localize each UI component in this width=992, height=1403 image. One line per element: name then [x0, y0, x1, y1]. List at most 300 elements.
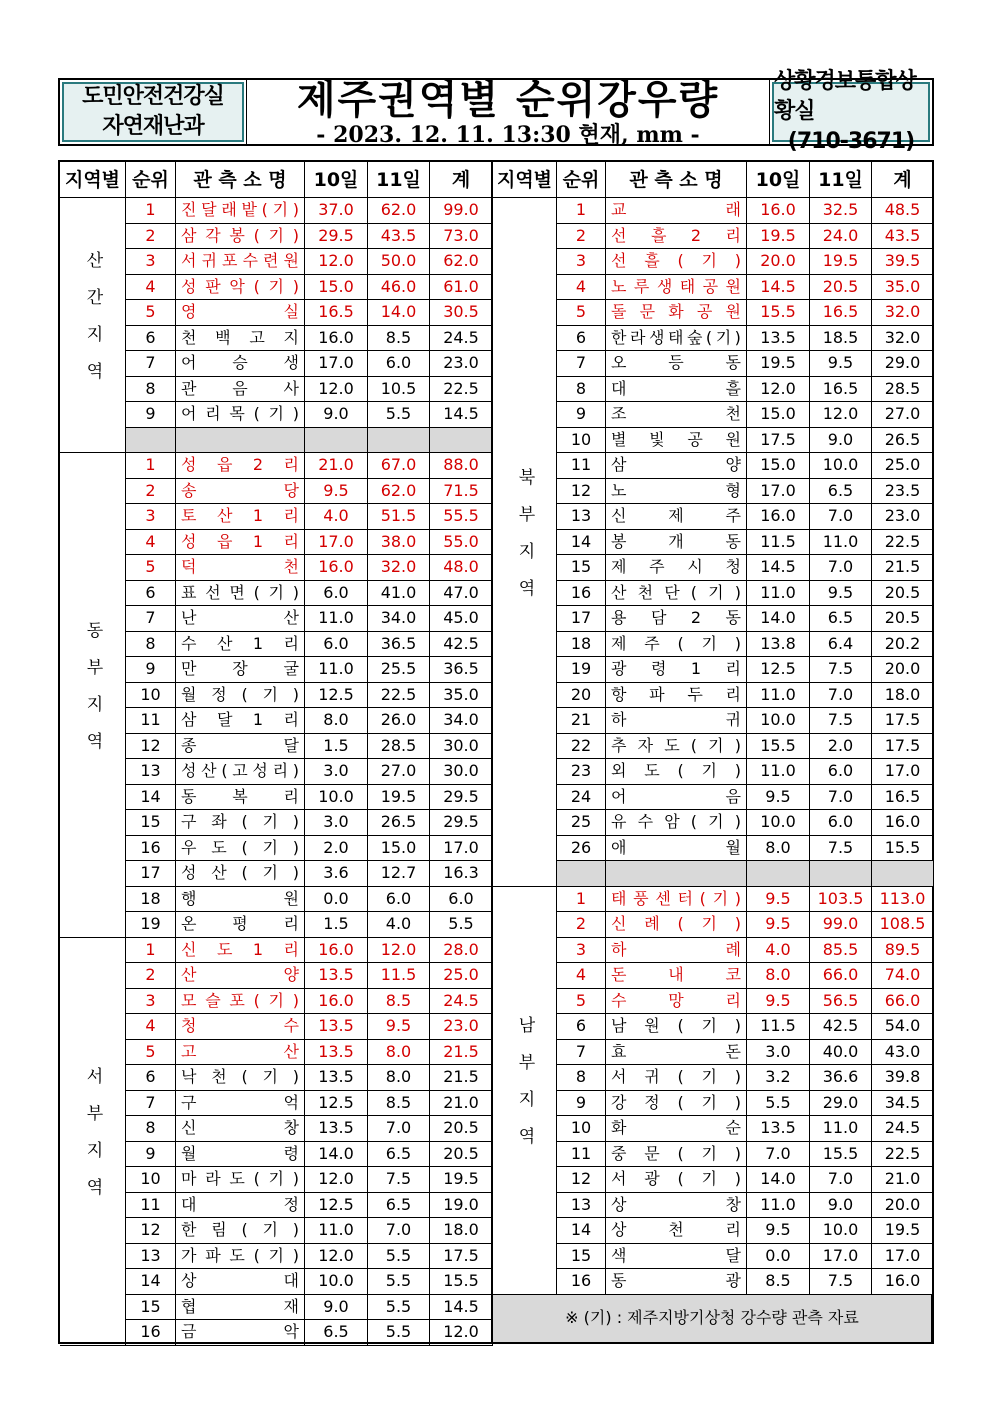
rain-total: 35.0 [430, 683, 493, 709]
station-name [176, 912, 305, 938]
column-header: 11일 [368, 162, 430, 198]
station-name [606, 1091, 747, 1117]
rain-day10: 7.0 [747, 1142, 810, 1168]
rain-day10: 14.5 [747, 275, 810, 301]
rain-day10: 6.0 [305, 632, 368, 658]
rain-day10: 8.0 [747, 836, 810, 862]
station-name [606, 198, 747, 224]
station-name [176, 708, 305, 734]
station-name [176, 657, 305, 683]
station-name [176, 326, 305, 352]
station-name [606, 1244, 747, 1270]
rain-total: 47.0 [430, 581, 493, 607]
rain-total: 48.0 [430, 555, 493, 581]
station-name-text: 송 당 [181, 480, 299, 500]
station-name-text: 청 수 [181, 1016, 299, 1036]
station-name [606, 938, 747, 964]
station-name [606, 1040, 747, 1066]
rain-total: 19.5 [872, 1218, 934, 1244]
station-name [176, 785, 305, 811]
filler-cell [305, 428, 368, 454]
rain-day10: 14.5 [747, 555, 810, 581]
rain-day11: 32.5 [810, 198, 872, 224]
rank-cell: 3 [557, 249, 606, 275]
rain-day11: 9.5 [810, 351, 872, 377]
rank-cell: 4 [126, 275, 176, 301]
station-name [606, 326, 747, 352]
rain-day11: 7.5 [810, 1269, 872, 1295]
rain-total: 21.5 [872, 555, 934, 581]
station-name-text: 모 슬 포 ( 기 ) [181, 990, 299, 1010]
rain-day11: 36.6 [810, 1065, 872, 1091]
filler-cell [368, 428, 430, 454]
rank-cell: 8 [126, 1116, 176, 1142]
column-header: 계 [430, 162, 493, 198]
rain-day11: 12.0 [810, 402, 872, 428]
rain-day11: 66.0 [810, 963, 872, 989]
rank-cell: 16 [126, 836, 176, 862]
rain-day10: 9.5 [747, 785, 810, 811]
station-name-text: 삼 양 [611, 455, 741, 475]
rank-cell: 1 [126, 938, 176, 964]
rain-day10: 14.0 [747, 606, 810, 632]
station-name [176, 989, 305, 1015]
rain-total: 5.5 [430, 912, 493, 938]
station-name [606, 1014, 747, 1040]
station-name [176, 581, 305, 607]
rank-cell: 15 [557, 1244, 606, 1270]
center-divider [491, 162, 493, 1342]
rain-day10: 1.5 [305, 912, 368, 938]
station-name [606, 632, 747, 658]
rank-cell: 2 [126, 224, 176, 250]
rain-day11: 12.0 [368, 938, 430, 964]
filler-cell [810, 861, 872, 887]
rain-day11: 14.0 [368, 300, 430, 326]
station-name-text: 광 령 1 리 [611, 659, 741, 679]
station-name [176, 938, 305, 964]
rain-total: 18.0 [430, 1218, 493, 1244]
station-name-text: 마 라 도 ( 기 ) [181, 1169, 299, 1189]
rain-day10: 10.0 [747, 708, 810, 734]
rank-cell: 3 [557, 938, 606, 964]
rain-day10: 11.0 [747, 581, 810, 607]
rain-total: 30.5 [430, 300, 493, 326]
rank-cell: 3 [126, 249, 176, 275]
station-name-text: 대 흘 [611, 378, 741, 398]
rain-day10: 5.5 [747, 1091, 810, 1117]
rain-day10: 15.5 [747, 734, 810, 760]
rain-day11: 8.0 [368, 1065, 430, 1091]
station-name [176, 836, 305, 862]
rain-total: 55.0 [430, 530, 493, 556]
station-name-text: 서 귀 ( 기 ) [611, 1067, 741, 1087]
rank-cell: 9 [557, 1091, 606, 1117]
department-box [62, 82, 244, 142]
station-name [176, 1295, 305, 1321]
rain-day10: 4.0 [747, 938, 810, 964]
rain-day10: 17.0 [747, 479, 810, 505]
station-name-text: 제 주 ( 기 ) [611, 633, 741, 653]
rain-day11: 19.5 [368, 785, 430, 811]
rain-day10: 16.0 [747, 198, 810, 224]
rain-day11: 28.5 [368, 734, 430, 760]
rain-day11: 12.7 [368, 861, 430, 887]
rain-day11: 4.0 [368, 912, 430, 938]
rain-total: 21.5 [430, 1040, 493, 1066]
station-name-text: 하 례 [611, 939, 741, 959]
region-name: 남부지역 [514, 1016, 535, 1164]
rain-day11: 7.0 [368, 1116, 430, 1142]
rain-day11: 22.5 [368, 683, 430, 709]
station-name [176, 734, 305, 760]
rank-cell: 12 [126, 1218, 176, 1244]
rank-cell: 5 [557, 989, 606, 1015]
rain-day10: 15.0 [747, 453, 810, 479]
rain-day10: 11.0 [747, 759, 810, 785]
rain-day11: 11.0 [810, 530, 872, 556]
contact-office: 상황경보통합상황실 [774, 69, 916, 124]
rank-cell: 10 [557, 428, 606, 454]
rain-day10: 13.8 [747, 632, 810, 658]
rain-day10: 37.0 [305, 198, 368, 224]
station-name [606, 1218, 747, 1244]
station-name [176, 683, 305, 709]
station-name [606, 402, 747, 428]
station-name [176, 377, 305, 403]
station-name-text: 수 산 1 리 [181, 633, 299, 653]
station-name-text: 오 등 동 [611, 353, 741, 373]
rank-cell: 9 [557, 402, 606, 428]
rain-day11: 7.5 [810, 708, 872, 734]
rain-day10: 12.0 [305, 1167, 368, 1193]
rain-total: 45.0 [430, 606, 493, 632]
rank-cell: 20 [557, 683, 606, 709]
station-name [606, 734, 747, 760]
rank-cell: 26 [557, 836, 606, 862]
rain-total: 17.5 [430, 1244, 493, 1270]
header-banner [58, 69, 934, 154]
column-header: 순위 [557, 162, 606, 198]
rain-day10: 11.0 [747, 683, 810, 709]
rain-day10: 2.0 [305, 836, 368, 862]
rank-cell: 19 [126, 912, 176, 938]
station-name-text: 서 귀 포 수 련 원 [181, 251, 299, 271]
rank-cell: 13 [126, 1244, 176, 1270]
station-name-text: 신 례 ( 기 ) [611, 914, 741, 934]
station-name-text: 표 선 면 ( 기 ) [181, 582, 299, 602]
rain-total: 23.5 [872, 479, 934, 505]
rain-total: 29.5 [430, 785, 493, 811]
rain-day10: 3.2 [747, 1065, 810, 1091]
station-name [176, 963, 305, 989]
rain-total: 29.5 [430, 810, 493, 836]
rain-day10: 13.5 [305, 963, 368, 989]
rain-day10: 12.5 [747, 657, 810, 683]
column-header: 11일 [810, 162, 872, 198]
rain-day11: 8.5 [368, 1091, 430, 1117]
station-name [176, 453, 305, 479]
rain-day11: 7.0 [810, 683, 872, 709]
rain-day11: 26.5 [368, 810, 430, 836]
rain-day10: 11.0 [305, 1218, 368, 1244]
rain-total: 55.5 [430, 504, 493, 530]
rain-total: 43.0 [872, 1040, 934, 1066]
station-name-text: 유 수 암 ( 기 ) [611, 812, 741, 832]
rain-day10: 9.5 [747, 887, 810, 913]
rain-day10: 9.0 [305, 1295, 368, 1321]
station-name-text: 어 리 목 ( 기 ) [181, 404, 299, 424]
rain-day11: 36.5 [368, 632, 430, 658]
rain-day11: 62.0 [368, 479, 430, 505]
rain-day11: 7.5 [810, 836, 872, 862]
station-name-text: 상 창 [611, 1194, 741, 1214]
rank-cell: 2 [557, 912, 606, 938]
station-name-text: 상 천 리 [611, 1220, 741, 1240]
station-name-text: 노 루 생 태 공 원 [611, 276, 741, 296]
station-name [606, 300, 747, 326]
rain-total: 23.0 [430, 351, 493, 377]
rank-cell: 13 [557, 504, 606, 530]
rain-total: 23.0 [430, 1014, 493, 1040]
rain-day10: 13.5 [305, 1040, 368, 1066]
rain-day11: 10.0 [810, 453, 872, 479]
station-name [606, 479, 747, 505]
station-name-text: 월 령 [181, 1143, 299, 1163]
rain-day10: 13.5 [305, 1116, 368, 1142]
station-name-text: 별 빛 공 원 [611, 429, 741, 449]
station-name-text: 구 억 [181, 1092, 299, 1112]
rank-cell: 12 [557, 1167, 606, 1193]
rain-day11: 7.0 [810, 785, 872, 811]
rain-day10: 6.0 [305, 581, 368, 607]
rain-day11: 38.0 [368, 530, 430, 556]
rank-cell: 16 [557, 1269, 606, 1295]
footnote: ※ (기) : 제주지방기상청 강수량 관측 자료 [493, 1295, 932, 1343]
rain-day10: 16.5 [305, 300, 368, 326]
station-name [176, 887, 305, 913]
rank-cell: 14 [557, 1218, 606, 1244]
rain-day11: 19.5 [810, 249, 872, 275]
rain-total: 21.0 [430, 1091, 493, 1117]
rain-day11: 5.5 [368, 1320, 430, 1346]
rain-day11: 10.5 [368, 377, 430, 403]
rank-cell: 1 [557, 198, 606, 224]
station-name [176, 1014, 305, 1040]
station-name-text: 종 달 [181, 735, 299, 755]
rain-day11: 10.0 [810, 1218, 872, 1244]
station-name-text: 신 창 [181, 1118, 299, 1138]
station-name-text: 토 산 1 리 [181, 506, 299, 526]
station-name-text: 교 래 [611, 200, 741, 220]
station-name [606, 836, 747, 862]
rain-day11: 40.0 [810, 1040, 872, 1066]
department-line2: 자연재난과 [102, 114, 204, 139]
column-header: 관 측 소 명 [606, 162, 747, 198]
filler-cell [126, 428, 176, 454]
rain-total: 35.0 [872, 275, 934, 301]
rain-day10: 8.0 [747, 963, 810, 989]
rain-total: 42.5 [430, 632, 493, 658]
rain-day11: 51.5 [368, 504, 430, 530]
rain-day11: 42.5 [810, 1014, 872, 1040]
rain-day10: 9.5 [747, 912, 810, 938]
station-name-text: 삼 달 1 리 [181, 710, 299, 730]
rain-total: 113.0 [872, 887, 934, 913]
rain-total: 21.0 [872, 1167, 934, 1193]
rank-cell: 16 [126, 1320, 176, 1346]
station-name-text: 가 파 도 ( 기 ) [181, 1245, 299, 1265]
rank-cell: 12 [126, 734, 176, 760]
rain-day11: 7.0 [810, 504, 872, 530]
rain-total: 24.5 [430, 989, 493, 1015]
rain-total: 17.0 [430, 836, 493, 862]
station-name-text: 신 도 1 리 [181, 939, 299, 959]
rain-day10: 12.0 [305, 249, 368, 275]
region-label [60, 938, 126, 1346]
rain-total: 6.0 [430, 887, 493, 913]
rank-cell: 12 [557, 479, 606, 505]
rank-cell: 3 [126, 989, 176, 1015]
rain-total: 27.0 [872, 402, 934, 428]
station-name [606, 810, 747, 836]
rank-cell: 15 [126, 1295, 176, 1321]
title-box [246, 77, 770, 148]
rain-total: 18.0 [872, 683, 934, 709]
rain-day10: 11.0 [747, 1193, 810, 1219]
station-name [606, 1116, 747, 1142]
rain-day11: 41.0 [368, 581, 430, 607]
rain-total: 34.5 [872, 1091, 934, 1117]
rain-total: 61.0 [430, 275, 493, 301]
rain-day10: 13.5 [305, 1065, 368, 1091]
station-name-text: 성 판 악 ( 기 ) [181, 276, 299, 296]
station-name [606, 759, 747, 785]
rain-day10: 29.5 [305, 224, 368, 250]
rank-cell: 6 [126, 326, 176, 352]
rank-cell: 1 [557, 887, 606, 913]
rank-cell: 16 [557, 581, 606, 607]
rank-cell: 13 [557, 1193, 606, 1219]
rain-day10: 13.5 [747, 1116, 810, 1142]
station-name-text: 수 망 리 [611, 990, 741, 1010]
rain-day11: 7.5 [368, 1167, 430, 1193]
rain-total: 20.5 [430, 1142, 493, 1168]
station-name-text: 금 악 [181, 1322, 299, 1342]
rain-day10: 21.0 [305, 453, 368, 479]
station-name-text: 성 산 ( 기 ) [181, 863, 299, 883]
rank-cell: 11 [126, 708, 176, 734]
rain-day11: 11.0 [810, 1116, 872, 1142]
rain-day10: 10.0 [305, 785, 368, 811]
station-name [606, 606, 747, 632]
filler-cell [557, 861, 606, 887]
rain-total: 17.0 [872, 1244, 934, 1270]
page-title: 제주권역별 순위강우량 [296, 77, 720, 123]
rain-total: 12.0 [430, 1320, 493, 1346]
station-name [606, 428, 747, 454]
station-name [606, 1193, 747, 1219]
station-name [176, 249, 305, 275]
rain-day11: 9.5 [368, 1014, 430, 1040]
rain-total: 23.0 [872, 504, 934, 530]
station-name-text: 용 담 2 동 [611, 608, 741, 628]
rank-cell: 5 [126, 300, 176, 326]
region-name: 산간지역 [82, 251, 103, 399]
station-name [606, 708, 747, 734]
rain-total: 17.5 [872, 734, 934, 760]
rank-cell: 22 [557, 734, 606, 760]
station-name-text: 월 정 ( 기 ) [181, 684, 299, 704]
station-name-text: 한 림 ( 기 ) [181, 1220, 299, 1240]
station-name-text: 돌 문 화 공 원 [611, 302, 741, 322]
filler-cell [176, 428, 305, 454]
rain-day10: 12.5 [305, 1091, 368, 1117]
station-name [606, 1269, 747, 1295]
station-name-text: 하 귀 [611, 710, 741, 730]
rank-cell: 10 [126, 1167, 176, 1193]
station-name [606, 963, 747, 989]
rain-day11: 9.0 [810, 1193, 872, 1219]
rain-day10: 19.5 [747, 351, 810, 377]
rank-cell: 5 [126, 555, 176, 581]
rain-day10: 13.5 [305, 1014, 368, 1040]
rank-cell: 3 [126, 504, 176, 530]
rain-total: 24.5 [430, 326, 493, 352]
station-name [606, 275, 747, 301]
rain-day11: 8.5 [368, 326, 430, 352]
rain-day10: 10.0 [747, 810, 810, 836]
rain-total: 89.5 [872, 938, 934, 964]
station-name [176, 351, 305, 377]
rank-cell: 8 [557, 377, 606, 403]
station-name-text: 봉 개 동 [611, 531, 741, 551]
rank-cell: 11 [126, 1193, 176, 1219]
rank-cell: 9 [126, 402, 176, 428]
rank-cell: 1 [126, 198, 176, 224]
rain-day10: 12.5 [305, 683, 368, 709]
station-name-text: 중 문 ( 기 ) [611, 1143, 741, 1163]
station-name-text: 어 승 생 [181, 353, 299, 373]
rank-cell: 7 [557, 351, 606, 377]
rank-cell: 4 [557, 275, 606, 301]
column-header: 지역별 [60, 162, 126, 198]
rain-total: 17.0 [872, 759, 934, 785]
station-name [606, 504, 747, 530]
rain-day10: 3.0 [305, 810, 368, 836]
rank-cell: 9 [126, 657, 176, 683]
rain-day11: 6.5 [368, 1193, 430, 1219]
region-label [60, 198, 126, 453]
station-name [176, 1244, 305, 1270]
rank-cell: 18 [557, 632, 606, 658]
rain-day10: 12.0 [305, 377, 368, 403]
rain-day10: 0.0 [305, 887, 368, 913]
rain-day10: 20.0 [747, 249, 810, 275]
rank-cell: 17 [126, 861, 176, 887]
rain-day10: 17.5 [747, 428, 810, 454]
rain-day11: 24.0 [810, 224, 872, 250]
rank-cell: 4 [557, 963, 606, 989]
column-header: 계 [872, 162, 934, 198]
rank-cell: 11 [557, 1142, 606, 1168]
rank-cell: 18 [126, 887, 176, 913]
station-name-text: 동 복 리 [181, 786, 299, 806]
station-name [606, 989, 747, 1015]
station-name [176, 1193, 305, 1219]
station-name-text: 제 주 시 청 [611, 557, 741, 577]
rain-day10: 1.5 [305, 734, 368, 760]
